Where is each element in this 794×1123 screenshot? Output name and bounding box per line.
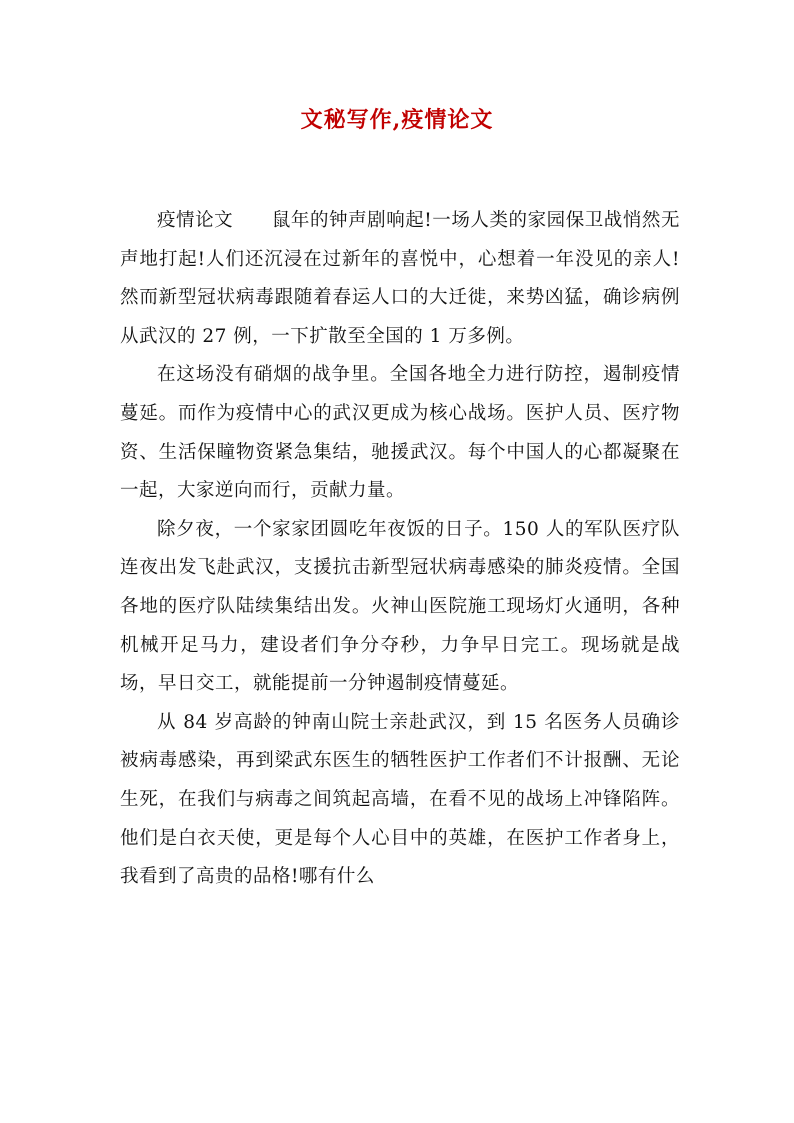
paragraph-lead: 疫情论文: [157, 210, 234, 231]
paragraph-2: 在这场没有硝烟的战争里。全国各地全力进行防控，遏制疫情蔓延。而作为疫情中心的武汉更成为核心战场。医护人员、医疗物资、生活保瞳物资紧急集结，驰援武汉。每个中国人的心都凝聚在一起，大家逆向而行，贡献力量。: [120, 364, 680, 502]
paragraph-4: 从 84 岁高龄的钟南山院士亲赴武汉，到 15 名医务人员确诊被病毒感染，再到梁武东医生的牺牲医护工作者们不计报酬、无论生死，在我们与病毒之间筑起高墙，在看不见的战场上冲锋陷阵。他们是白衣天使，更是每个人心目中的英雄，在医护工作者身上，我看到了高贵的品格!哪有什么: [120, 711, 680, 888]
paragraph-1: [120, 202, 680, 356]
paragraph-3: 除夕夜，一个家家团圆吃年夜饭的日子。150 人的军队医疗队连夜出发飞赴武汉，支援抗击新型冠状病毒感染的肺炎疫情。全国各地的医疗队陆续集结出发。火神山医院施工现场灯火通明，各种机械开足马力，建设者们争分夺秒，力争早日完工。现场就是战场，早日交工，就能提前一分钟遏制疫情蔓延。: [120, 518, 680, 695]
document-body: [120, 202, 680, 897]
document-title: 文秘写作,疫情论文: [300, 107, 494, 133]
paragraph-text: 鼠年的钟声剧响起!一场人类的家园保卫战悄然无声地打起!人们还沉浸在过新年的喜悦中，心想着一年没见的亲人!然而新型冠状病毒跟随着春运人口的大迁徙，来势凶猛，确诊病例从武汉的 27 例，一下扩散至全国的 1 万多例。: [120, 210, 680, 347]
